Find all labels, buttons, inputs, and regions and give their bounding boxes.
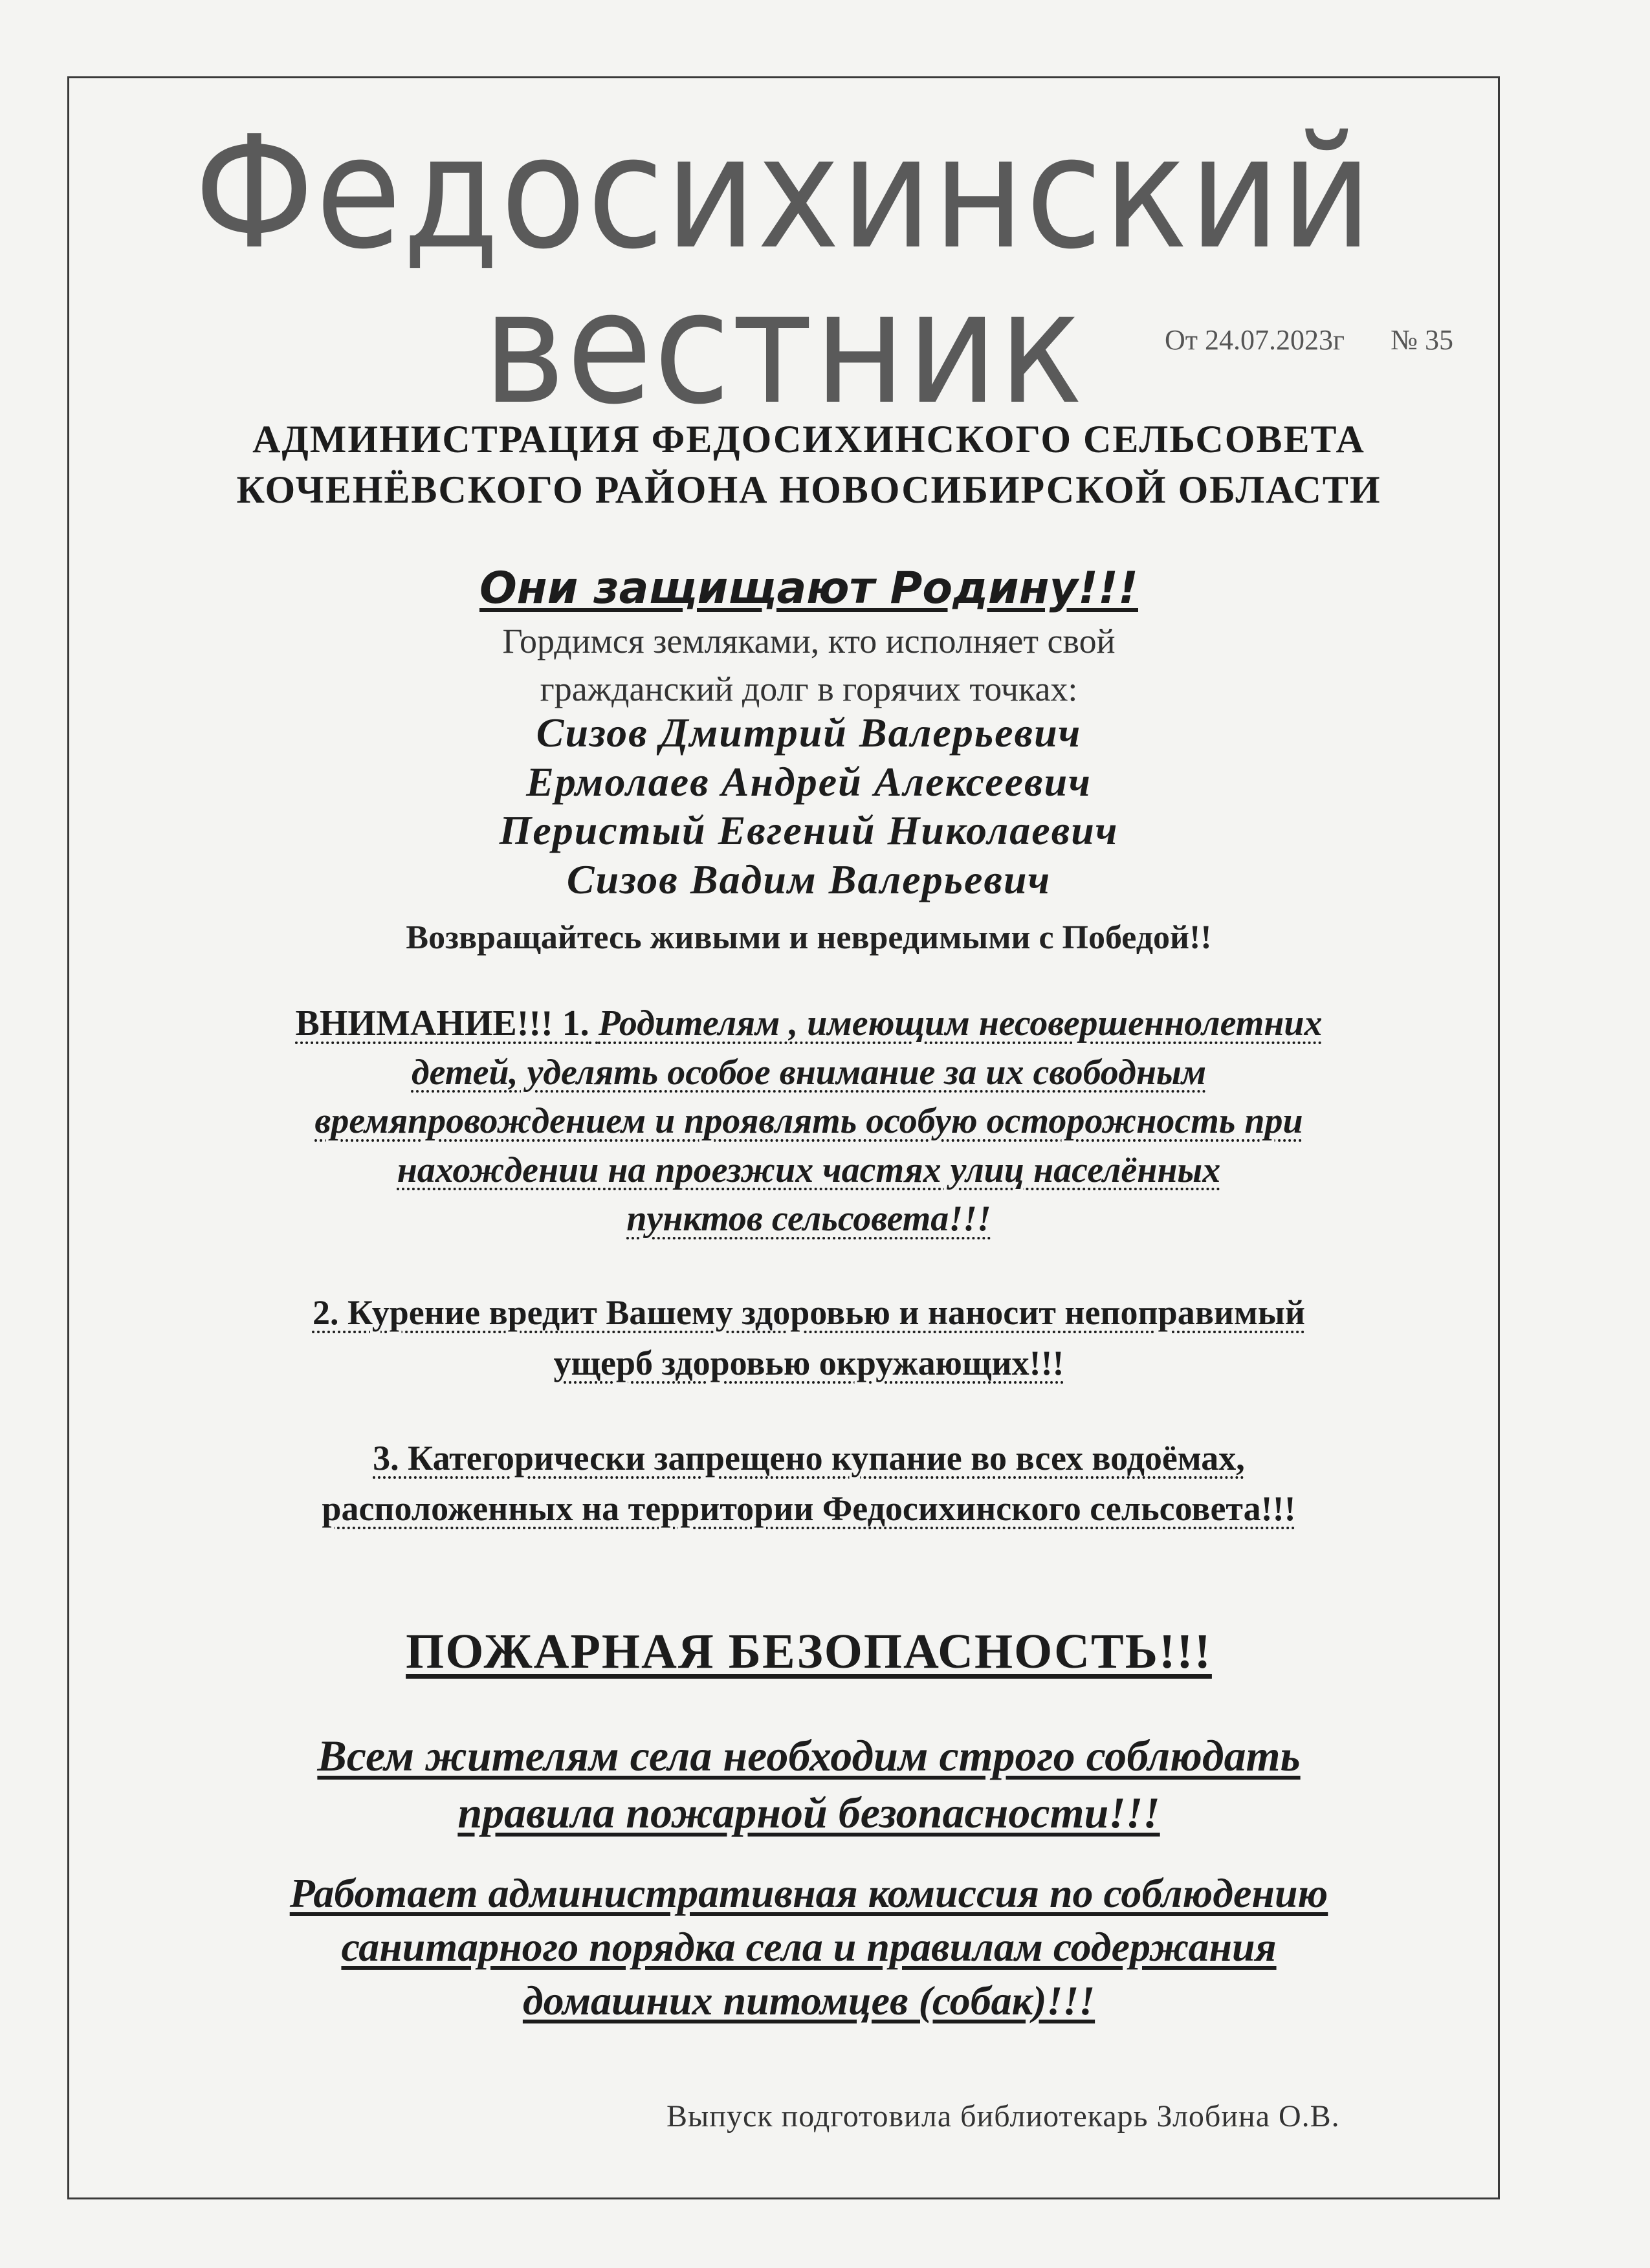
swimming-line: расположенных на территории Федосихинского сельсовета!!! — [322, 1489, 1296, 1529]
defenders-names — [129, 708, 1488, 904]
issue-credit: Выпуск подготовила библиотекарь Злобина О.В. — [666, 2099, 1340, 2133]
organization-header — [129, 414, 1488, 515]
issue-info — [1165, 323, 1453, 356]
defender-name: Сизов Вадим Валерьевич — [566, 856, 1051, 902]
organization-line: КОЧЕНЁВСКОГО РАЙОНА НОВОСИБИРСКОЙ ОБЛАСТИ — [236, 468, 1381, 511]
attention-lead: ВНИМАНИЕ!!! 1. — [295, 1003, 589, 1043]
commission-line: домашних питомцев (собак)!!! — [522, 1978, 1095, 2024]
defenders-title: Они защищают Родину!!! — [479, 563, 1139, 614]
attention-line: Родителям , имеющим несовершеннолетних — [598, 1003, 1323, 1043]
defender-name: Перистый Евгений Николаевич — [499, 807, 1119, 854]
attention-line: времяпровождением и проявлять особую осторожность при — [314, 1101, 1303, 1142]
defenders-intro — [129, 618, 1488, 714]
smoking-notice — [129, 1287, 1488, 1389]
smoking-line: 2. Курение вредит Вашему здоровью и наносит непоправимый — [312, 1293, 1306, 1332]
intro-line: Гордимся земляками, кто исполняет свой — [502, 622, 1116, 660]
organization-line: АДМИНИСТРАЦИЯ ФЕДОСИХИНСКОГО СЕЛЬСОВЕТА — [252, 418, 1365, 461]
commission-line: санитарного порядка села и правилам содержания — [341, 1924, 1277, 1970]
attention-line: детей, уделять особое внимание за их свободным — [411, 1052, 1207, 1093]
defenders-wish: Возвращайтесь живыми и невредимыми с Победой!! — [406, 919, 1212, 956]
fire-safety-notice — [129, 1727, 1488, 1842]
newspaper-masthead: Федосихинский вестник — [193, 102, 1374, 439]
defender-name: Сизов Дмитрий Валерьевич — [536, 710, 1082, 756]
commission-line: Работает административная комиссия по соблюдению — [289, 1870, 1328, 1916]
intro-line: гражданский долг в горячих точках: — [540, 669, 1078, 708]
fire-notice-line: Всем жителям села необходим строго соблюдать — [317, 1731, 1301, 1780]
swimming-notice — [129, 1433, 1488, 1534]
smoking-line: ущерб здоровью окружающих!!! — [553, 1344, 1064, 1383]
issue-date: От 24.07.2023г — [1165, 324, 1345, 356]
fire-notice-line: правила пожарной безопасности!!! — [457, 1788, 1160, 1838]
attention-line: пунктов сельсовета!!! — [626, 1199, 991, 1239]
attention-block — [129, 999, 1488, 1244]
attention-line: нахождении на проезжих частях улиц населённых — [397, 1150, 1221, 1190]
issue-number: № 35 — [1391, 324, 1454, 356]
defender-name: Ермолаев Андрей Алексеевич — [526, 758, 1092, 805]
fire-safety-title: ПОЖАРНАЯ БЕЗОПАСНОСТЬ!!! — [406, 1624, 1212, 1679]
swimming-line: 3. Категорически запрещено купание во всех водоёмах, — [373, 1439, 1245, 1477]
commission-notice — [129, 1866, 1488, 2028]
